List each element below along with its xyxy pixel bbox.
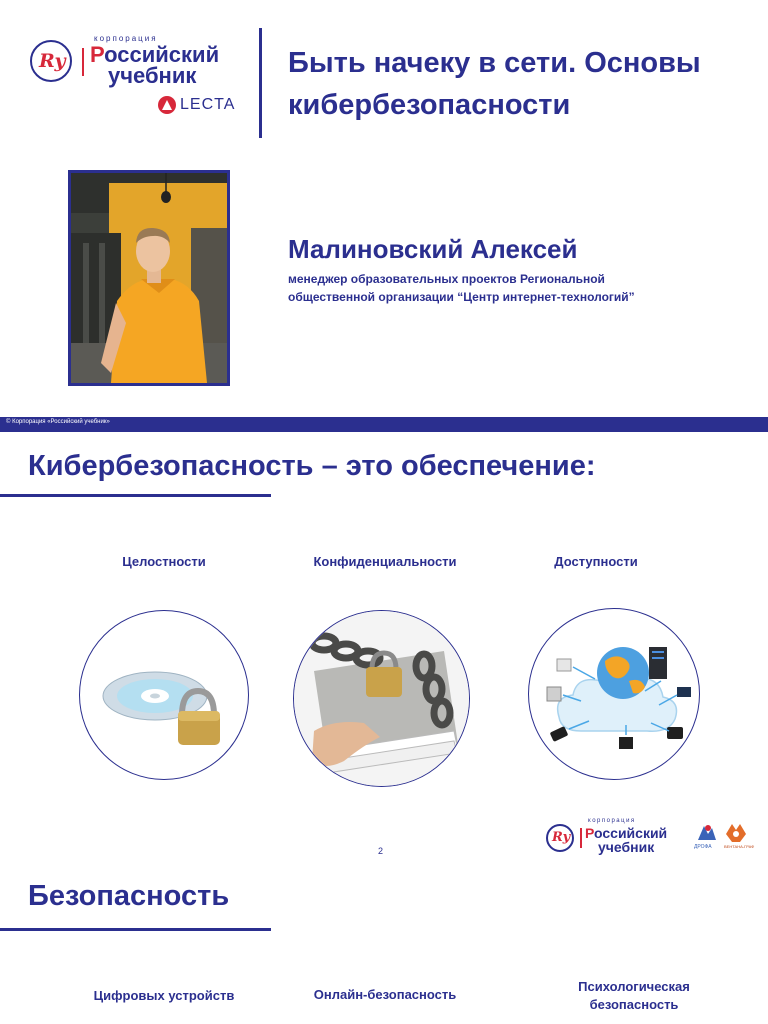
lecta-triangle-icon xyxy=(158,96,176,114)
slide-title: Безопасность xyxy=(28,880,230,912)
slide-3 xyxy=(0,864,768,1024)
logo-wordmark: Российский xyxy=(90,42,220,67)
logo-wordmark-line2: учебник xyxy=(598,839,655,855)
russian-textbook-logo: Ry корпорация Российский учебник LECTA xyxy=(28,34,238,118)
logo-wordmark: Российский xyxy=(585,825,668,841)
slide-1 xyxy=(0,0,768,432)
logo-corporation-label: корпорация xyxy=(94,34,158,43)
network-globe-image xyxy=(528,608,700,780)
ru-monogram-icon: Ry xyxy=(30,40,72,82)
slide-title: Кибербезопасность – это обеспечение: xyxy=(28,450,596,482)
confidentiality-label: Конфиденциальности xyxy=(313,554,457,569)
availability-label: Доступности xyxy=(554,554,638,569)
ventana-graf-logo: ВЕНТАНА-ГРАФ xyxy=(724,822,754,854)
logo-separator xyxy=(82,48,84,76)
page-number: 2 xyxy=(378,846,384,856)
footer-copyright: © Корпорация «Российский учебник» xyxy=(6,419,110,425)
ru-monogram-icon: Ry xyxy=(546,824,574,852)
logo-separator xyxy=(580,828,582,848)
speaker-role: менеджер образовательных проектов Региональной общественной организации “Центр интернет-технологий” xyxy=(288,272,635,304)
online-safety-label: Онлайн-безопасность xyxy=(313,987,457,1002)
logo-corporation-label: корпорация xyxy=(588,818,636,824)
presentation-title: Быть начеку в сети. Основы кибербезопасности xyxy=(288,47,701,121)
speaker-name: Малиновский Алексей xyxy=(288,234,578,264)
psychological-safety-label: Психологическая безопасность xyxy=(578,979,690,1012)
slide-footer-bar xyxy=(0,417,768,432)
digital-devices-label: Цифровых устройств xyxy=(93,988,235,1003)
integrity-label: Целостности xyxy=(122,554,206,569)
cd-padlock-image xyxy=(79,610,249,780)
header-divider xyxy=(259,28,262,138)
title-underline xyxy=(0,928,271,931)
speaker-photo xyxy=(68,170,230,386)
title-underline xyxy=(0,494,271,497)
slide-2 xyxy=(0,432,768,864)
footer-logos xyxy=(546,818,756,856)
drofa-logo: ДРОФА xyxy=(694,822,718,854)
folder-chain-image xyxy=(293,610,470,787)
logo-wordmark-line2: учебник xyxy=(108,63,197,88)
